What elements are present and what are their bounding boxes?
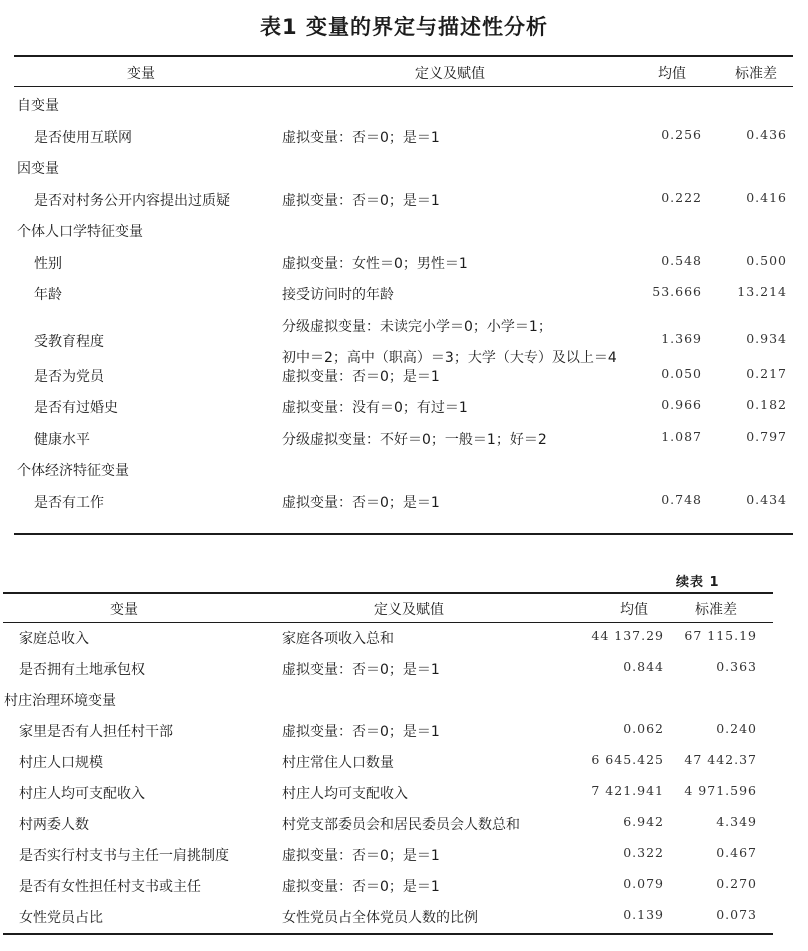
definition-cell-line2: 初中＝2；高中（职高）＝3；大学（大专）及以上＝4 <box>282 349 617 366</box>
section-label: 个体人口学特征变量 <box>17 224 143 240</box>
section-label: 因变量 <box>17 161 59 177</box>
mean-cell: 0.844 <box>623 659 664 674</box>
sd-cell: 0.434 <box>746 491 787 507</box>
table1-top-rule <box>14 55 793 57</box>
mean-cell: 0.548 <box>661 252 702 268</box>
header-definition: 定义及赋值 <box>415 66 485 82</box>
definition-cell: 虚拟变量：否＝0；是＝1 <box>282 879 440 895</box>
mean-cell: 6 645.425 <box>591 752 664 767</box>
variable-label: 受教育程度 <box>34 333 104 350</box>
table-row <box>0 752 808 783</box>
table1-bottom-rule <box>14 533 793 535</box>
mean-cell: 7 421.941 <box>591 783 664 798</box>
table-row <box>0 845 808 876</box>
section-label: 自变量 <box>17 98 59 114</box>
sd-cell: 0.500 <box>746 252 787 268</box>
sd-cell: 0.363 <box>716 659 757 674</box>
mean-cell: 0.966 <box>661 397 702 413</box>
header-definition: 定义及赋值 <box>374 602 444 618</box>
table-row <box>0 907 808 938</box>
definition-cell: 虚拟变量：否＝0；是＝1 <box>282 724 440 740</box>
table-row <box>0 628 808 659</box>
table-row <box>0 814 808 845</box>
variable-label: 是否有工作 <box>34 494 104 511</box>
definition-cell: 虚拟变量：否＝0；是＝1 <box>282 192 440 209</box>
table2-header-rule <box>3 622 773 623</box>
sd-cell: 0.182 <box>746 397 787 413</box>
table1-header-rule <box>14 86 793 87</box>
variable-label: 年龄 <box>34 287 62 303</box>
header-sd: 标准差 <box>735 66 777 82</box>
mean-cell: 0.139 <box>623 907 664 922</box>
variable-label: 家庭总收入 <box>19 631 89 647</box>
mean-cell: 0.322 <box>623 845 664 860</box>
table-row <box>0 492 808 524</box>
variable-label: 村两委人数 <box>19 817 89 833</box>
definition-cell: 家庭各项收入总和 <box>282 631 394 647</box>
variable-label: 性别 <box>34 255 62 272</box>
sd-cell: 0.436 <box>746 126 787 142</box>
table-row <box>0 783 808 814</box>
section-row <box>0 221 808 253</box>
header-mean: 均值 <box>620 602 648 618</box>
mean-cell: 53.666 <box>652 284 702 299</box>
table-row <box>0 876 808 907</box>
table-row <box>0 316 808 366</box>
table-row <box>0 659 808 690</box>
sd-cell: 0.467 <box>716 845 757 860</box>
header-sd: 标准差 <box>695 602 737 618</box>
variable-label: 是否有过婚史 <box>34 400 118 417</box>
table-row <box>0 429 808 461</box>
definition-cell: 村庄常住人口数量 <box>282 755 394 771</box>
table-title: 表1 变量的界定与描述性分析 <box>260 15 548 39</box>
table-row <box>0 366 808 398</box>
sd-cell: 4 971.596 <box>684 783 757 798</box>
mean-cell: 0.079 <box>623 876 664 891</box>
sd-cell: 0.240 <box>716 721 757 736</box>
sd-cell: 0.073 <box>716 907 757 922</box>
table-row <box>0 253 808 285</box>
mean-cell: 6.942 <box>623 814 664 829</box>
variable-label: 是否为党员 <box>34 368 104 385</box>
section-label: 村庄治理环境变量 <box>4 693 116 709</box>
definition-cell: 虚拟变量：没有＝0；有过＝1 <box>282 400 468 417</box>
sd-cell: 47 442.37 <box>684 752 757 767</box>
sd-cell: 13.214 <box>737 284 787 299</box>
definition-cell: 女性党员占全体党员人数的比例 <box>282 910 478 926</box>
variable-label: 女性党员占比 <box>19 910 103 926</box>
sd-cell: 67 115.19 <box>684 628 757 643</box>
section-row <box>0 460 808 492</box>
section-row <box>0 95 808 127</box>
definition-cell: 虚拟变量：否＝0；是＝1 <box>282 494 440 511</box>
header-variable: 变量 <box>127 66 155 82</box>
variable-label: 健康水平 <box>34 431 90 448</box>
mean-cell: 0.256 <box>661 126 702 142</box>
table2-header-row <box>0 599 808 619</box>
table2-top-rule <box>3 592 773 594</box>
sd-cell: 0.416 <box>746 189 787 205</box>
variable-label: 是否有女性担任村支书或主任 <box>19 879 201 895</box>
continued-table-label: 续表 1 <box>676 575 720 590</box>
sd-cell: 0.270 <box>716 876 757 891</box>
definition-cell: 分级虚拟变量：不好＝0；一般＝1；好＝2 <box>282 431 547 448</box>
section-row <box>0 690 808 721</box>
sd-cell: 0.217 <box>746 365 787 381</box>
variable-label: 村庄人均可支配收入 <box>19 786 145 802</box>
variable-label: 是否对村务公开内容提出过质疑 <box>34 192 230 209</box>
variable-label: 是否实行村支书与主任一肩挑制度 <box>19 848 229 864</box>
mean-cell: 0.062 <box>623 721 664 736</box>
sd-cell: 0.934 <box>746 330 787 346</box>
section-row <box>0 158 808 190</box>
sd-cell: 4.349 <box>716 814 757 829</box>
definition-cell: 虚拟变量：否＝0；是＝1 <box>282 848 440 864</box>
header-variable: 变量 <box>110 602 138 618</box>
table1-header-row <box>0 63 808 83</box>
variable-label: 家里是否有人担任村干部 <box>19 724 173 740</box>
mean-cell: 44 137.29 <box>591 628 664 643</box>
definition-cell: 村庄人均可支配收入 <box>282 786 408 802</box>
definition-cell: 分级虚拟变量：未读完小学＝0；小学＝1； <box>282 318 552 335</box>
mean-cell: 0.748 <box>661 491 702 507</box>
mean-cell: 0.222 <box>661 189 702 205</box>
table-row <box>0 190 808 222</box>
definition-cell: 虚拟变量：否＝0；是＝1 <box>282 662 440 678</box>
variable-label: 是否拥有土地承包权 <box>19 662 145 678</box>
mean-cell: 1.369 <box>661 330 702 346</box>
table-row <box>0 127 808 159</box>
sd-cell: 0.797 <box>746 428 787 444</box>
table-row <box>0 721 808 752</box>
definition-cell: 虚拟变量：否＝0；是＝1 <box>282 129 440 146</box>
table-row <box>0 397 808 429</box>
variable-label: 是否使用互联网 <box>34 129 132 146</box>
mean-cell: 1.087 <box>661 428 702 444</box>
definition-cell: 村党支部委员会和居民委员会人数总和 <box>282 817 520 833</box>
definition-cell: 虚拟变量：女性＝0；男性＝1 <box>282 255 468 272</box>
definition-cell: 虚拟变量：否＝0；是＝1 <box>282 368 440 385</box>
definition-cell: 接受访问时的年龄 <box>282 287 394 303</box>
section-label: 个体经济特征变量 <box>17 463 129 480</box>
variable-label: 村庄人口规模 <box>19 755 103 771</box>
mean-cell: 0.050 <box>661 365 702 381</box>
table-row <box>0 284 808 316</box>
header-mean: 均值 <box>658 66 686 82</box>
